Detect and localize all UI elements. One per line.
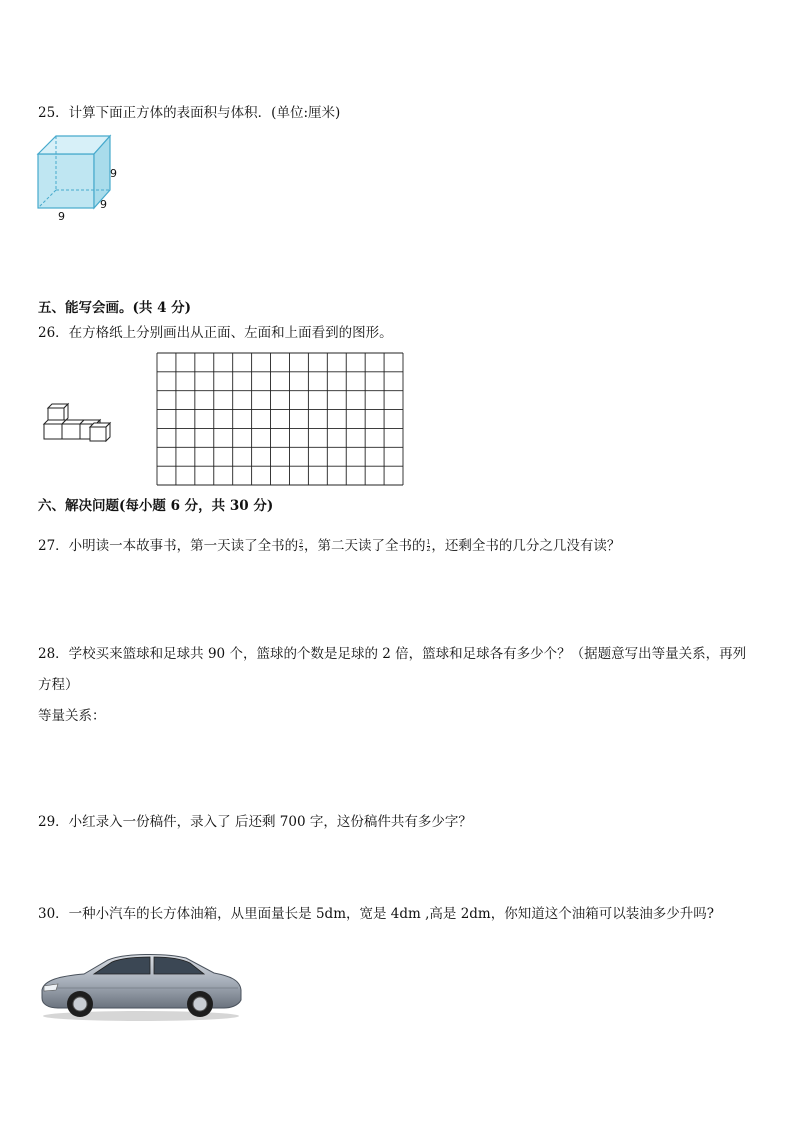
q27-part1: 27．小明读一本故事书，第一天读了全书的 [38,538,299,554]
question-28-line2: 方程） [38,677,79,693]
question-26-text: 26．在方格纸上分别画出从正面、左面和上面看到的图形。 [38,325,393,341]
fraction-one-half [427,540,431,553]
question-29-text: 29．小红录入一份稿件，录入了 后还剩 700 字，这份稿件共有多少字？ [38,814,472,830]
equal-relation-label: 等量关系： [38,708,106,724]
question-28-line1: 28．学校买来篮球和足球共 90 个，篮球的个数是足球的 2 倍，篮球和足球各有多少个？（据题意写出等量关系，再列 [38,646,747,662]
q27-part3: ，还剩全书的几分之几没有读？ [431,538,621,554]
section-6-title: 六、解决问题(每小题 6 分，共 30 分) [38,498,274,514]
stacked-cubes-figure [40,402,120,442]
car-image [38,946,244,1022]
question-30-text: 30．一种小汽车的长方体油箱，从里面量长是 5dm，宽是 4dm ,高是 2dm，你知道这个油箱可以装油多少升吗? [38,906,714,922]
fraction-numerator: 1 [426,539,431,546]
cube-dim-width: 9 [58,210,65,223]
fraction-denominator: 2 [426,546,431,553]
section-5-title: 五、能写会画。(共 4 分) [38,300,192,316]
question-25-text: 25．计算下面正方体的表面积与体积．(单位:厘米) [38,105,341,121]
fraction-two-fifths [299,540,303,553]
grid-paper[interactable] [156,352,404,486]
fraction-numerator: 2 [299,539,304,546]
cube-dim-depth: 9 [100,198,107,211]
cube-dim-height: 9 [110,167,117,180]
question-27-text [38,537,620,555]
fraction-denominator: 5 [299,546,304,553]
q27-part2: ，第二天读了全书的 [304,538,426,554]
